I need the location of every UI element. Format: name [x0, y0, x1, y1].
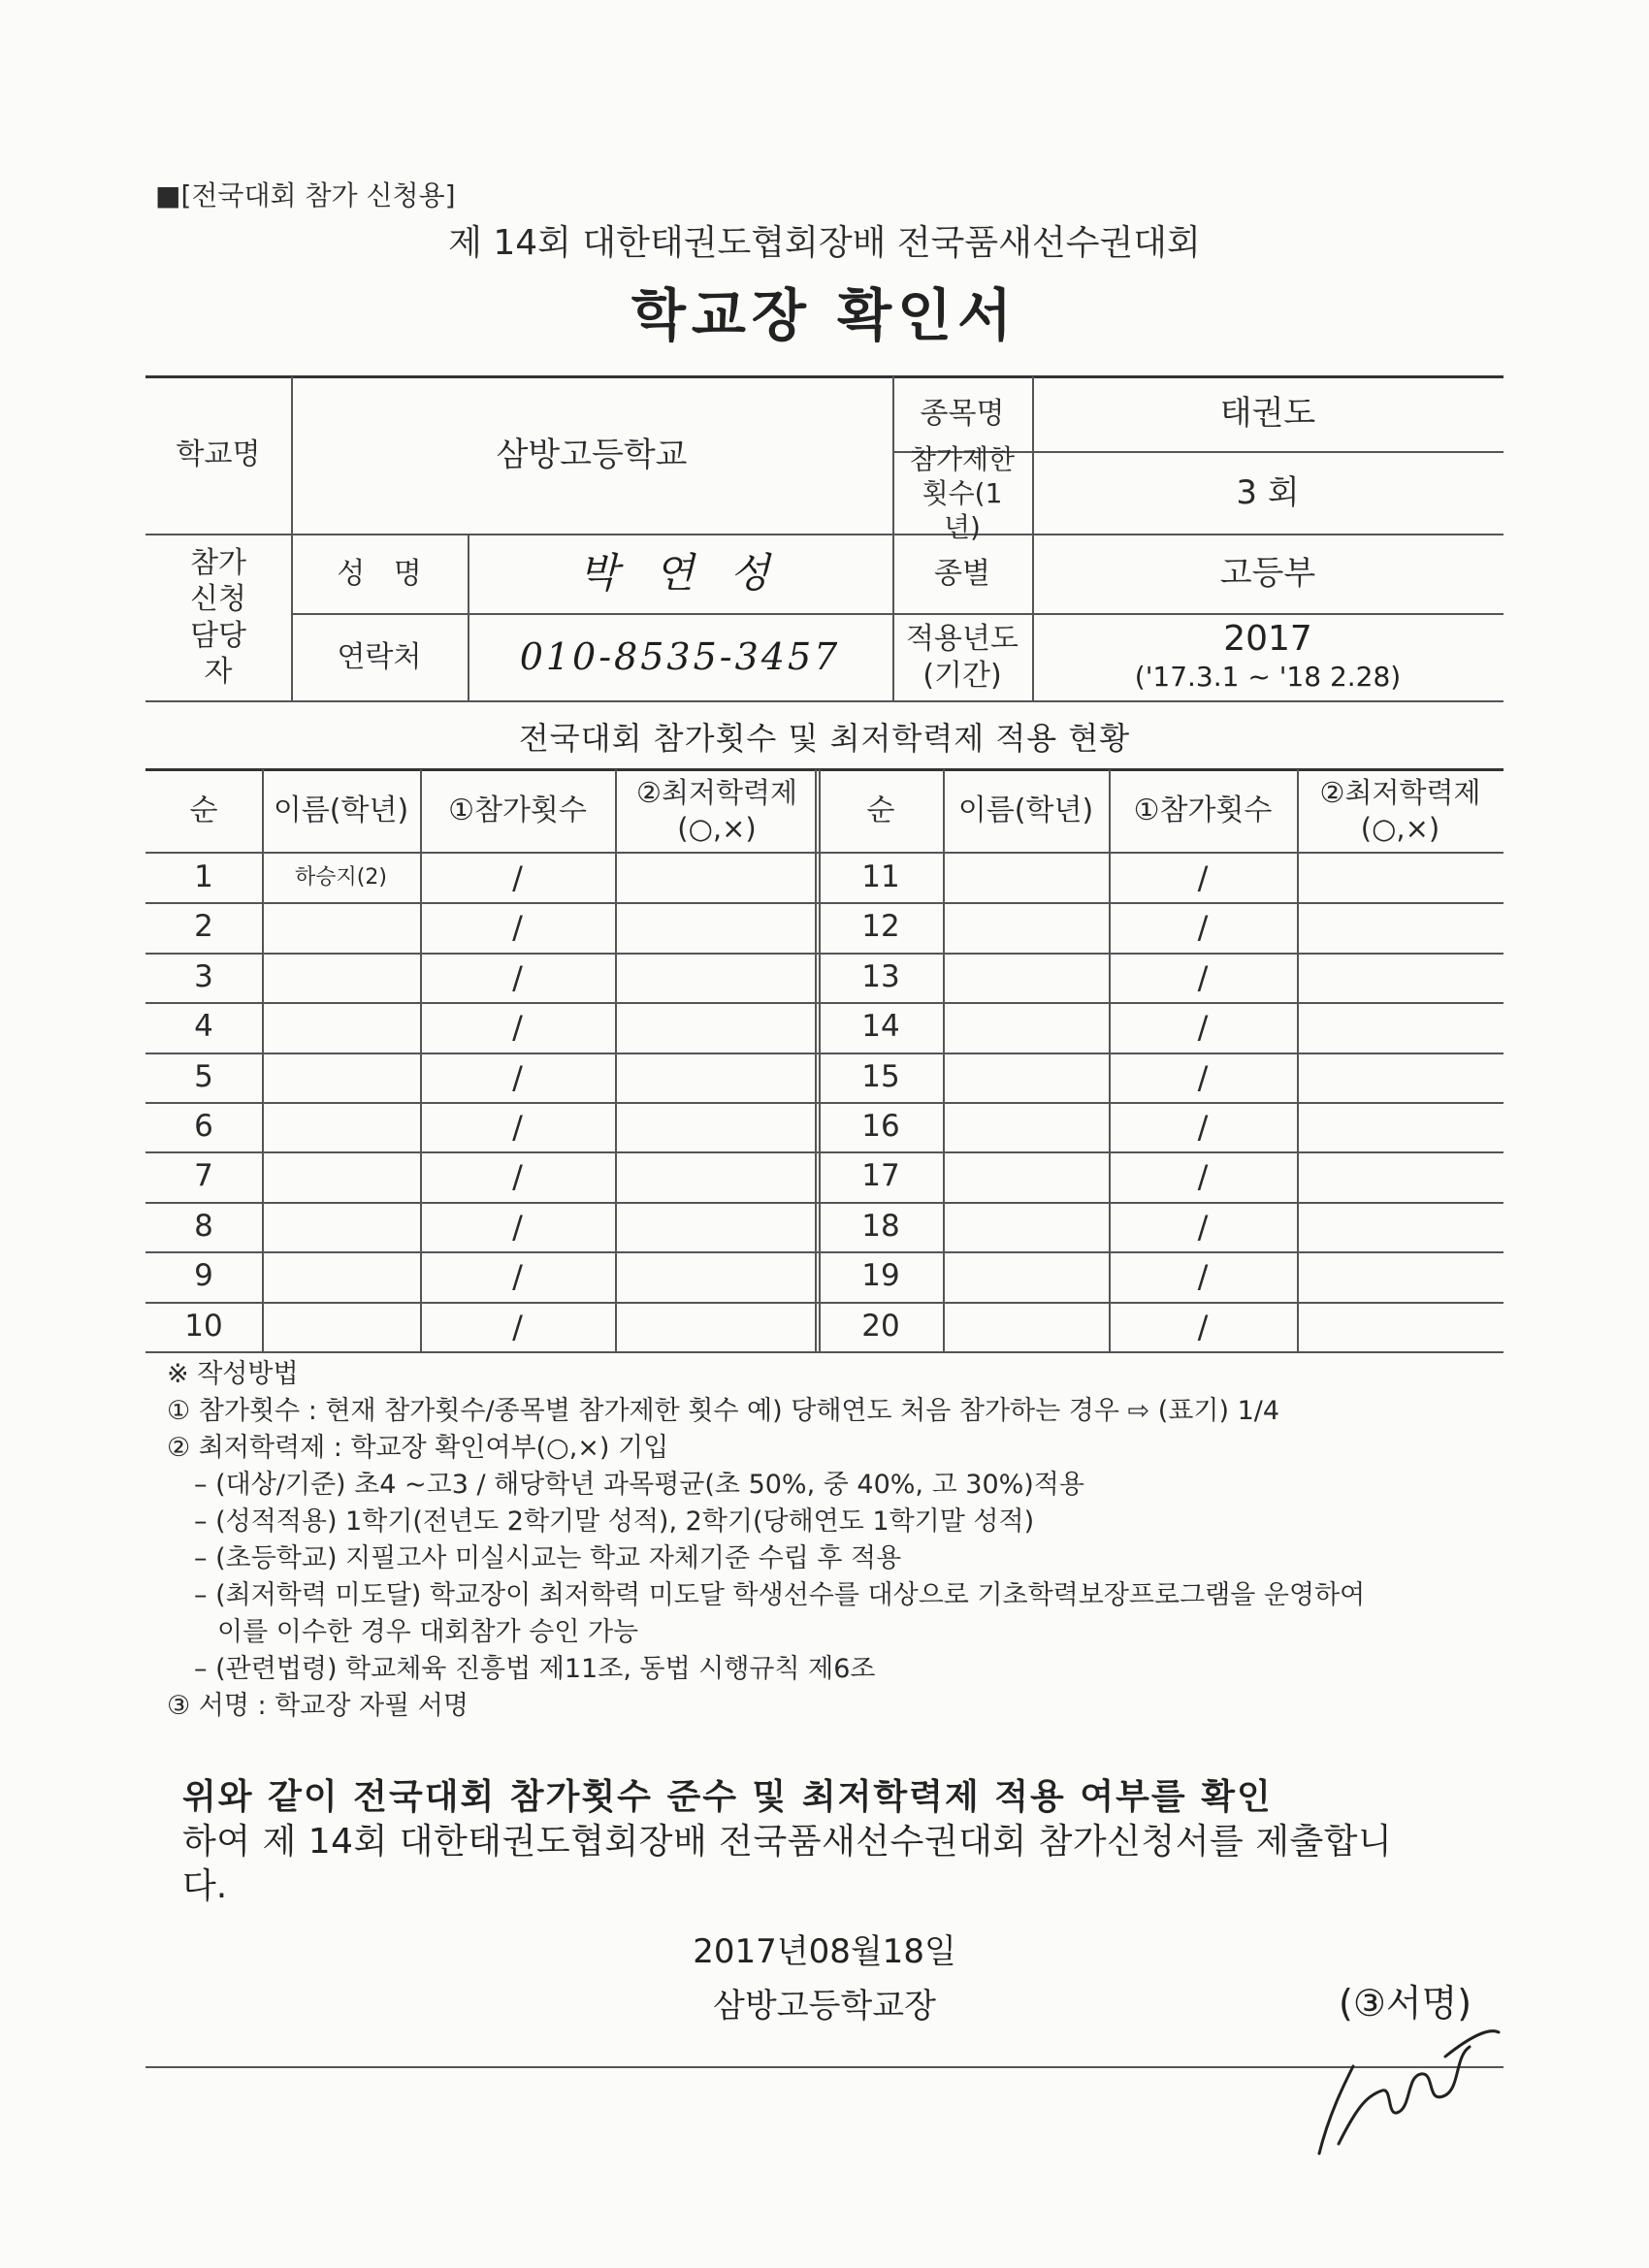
row-count: / [1197, 1157, 1209, 1195]
row-min-academic [1297, 1002, 1504, 1052]
row-count: / [1197, 1308, 1209, 1345]
row-count: / [1197, 1257, 1209, 1295]
row-name [262, 1002, 420, 1052]
statement-line-3: 다. [182, 1866, 228, 1906]
row-name [262, 1202, 420, 1251]
row-name [943, 1151, 1109, 1201]
statement-line-1: 위와 같이 전국대회 참가횟수 준수 및 최저학력제 적용 여부를 확인 [182, 1777, 1273, 1817]
row-min-academic [1297, 853, 1504, 902]
division-value: 고등부 [1219, 554, 1316, 594]
row-name [943, 1202, 1109, 1251]
row-name [262, 1053, 420, 1102]
note-2-sub-4-cont: 이를 이수한 경우 대회참가 승인 가능 [217, 1617, 639, 1647]
row-count: / [512, 908, 523, 946]
row-name [262, 1151, 420, 1201]
confirmation-statement [182, 1775, 1392, 1909]
instructions-heading: ※ 작성방법 [167, 1359, 299, 1389]
school-label: 학교명 [176, 437, 261, 472]
row-count: / [512, 859, 523, 896]
row-min-academic [615, 1102, 819, 1151]
row-count: / [1197, 908, 1209, 946]
row-name [943, 902, 1109, 952]
period-range: ('17.3.1 ~ '18 2.28) [1134, 661, 1402, 693]
header-no: 순 [866, 793, 895, 827]
statement-line-2: 하여 제 14회 대한태권도협회장배 전국품새선수권대회 참가신청서를 제출합니 [182, 1822, 1393, 1862]
submission-date: 2017년08월18일 [693, 1932, 956, 1971]
header-name: 이름(학년) [273, 793, 409, 827]
row-min-academic [1297, 1053, 1504, 1102]
row-number: 18 [861, 1209, 900, 1245]
name-value: 박 연 성 [578, 549, 782, 598]
row-number: 2 [194, 909, 213, 945]
note-2-sub-2: – (성적적용) 1학기(전년도 2학기말 성적), 2학기(당해연도 1학기말 성적) [194, 1507, 1035, 1537]
row-number: 8 [194, 1209, 213, 1245]
row-min-academic [615, 1053, 819, 1102]
row-count: / [1197, 859, 1209, 896]
row-count: / [512, 1208, 523, 1246]
row-number: 14 [861, 1009, 900, 1045]
row-count: / [512, 1008, 523, 1046]
row-min-academic [1297, 902, 1504, 952]
row-number: 11 [861, 859, 900, 895]
contact-group-label: 참가 신청 담당자 [190, 545, 246, 689]
row-min-academic [1297, 1151, 1504, 1201]
row-name [943, 1053, 1109, 1102]
row-name [943, 1302, 1109, 1351]
row-min-academic [1297, 953, 1504, 1002]
phone-value: 010-8535-3457 [519, 634, 841, 678]
row-number: 7 [194, 1158, 213, 1194]
row-number: 16 [861, 1109, 900, 1145]
phone-label: 연락처 [337, 639, 422, 674]
row-number: 6 [194, 1109, 213, 1145]
limit-value: 3 회 [1236, 472, 1300, 512]
row-name [262, 953, 420, 1002]
row-number: 13 [861, 959, 900, 995]
row-min-academic [615, 953, 819, 1002]
row-count: / [512, 1058, 523, 1096]
row-number: 19 [861, 1258, 900, 1294]
row-number: 3 [194, 959, 213, 995]
division-label: 종별 [934, 556, 990, 591]
principal-title: 삼방고등학교장 [713, 1987, 936, 2025]
sport-value: 태권도 [1219, 394, 1316, 434]
event-title: 제 14회 대한태권도협회장배 전국품새선수권대회 [448, 223, 1201, 263]
row-min-academic [615, 853, 819, 902]
row-name [262, 902, 420, 952]
header-name: 이름(학년) [957, 793, 1094, 827]
row-name [943, 853, 1109, 902]
row-name [262, 1302, 420, 1351]
status-title: 전국대회 참가횟수 및 최저학력제 적용 현황 [518, 720, 1131, 757]
row-number: 1 [194, 859, 213, 895]
row-name: 하승지(2) [295, 864, 387, 890]
note-2-sub-4: – (최저학력 미도달) 학교장이 최저학력 미도달 학생선수를 대상으로 기초학력보장프로그램을 운영하여 [194, 1580, 1366, 1610]
row-count: / [512, 1108, 523, 1146]
row-name [943, 1102, 1109, 1151]
row-count: / [1197, 1058, 1209, 1096]
header-count: ①참가횟수 [1133, 793, 1273, 827]
note-1: ① 참가횟수 : 현재 참가횟수/종목별 참가제한 횟수 예) 당해연도 처음 참가하는 경우 ⇨ (표기) 1/4 [167, 1396, 1280, 1426]
row-name [943, 1002, 1109, 1052]
note-2-sub-5: – (관련법령) 학교체육 진흥법 제11조, 동법 시행규칙 제6조 [194, 1654, 876, 1684]
row-number: 9 [194, 1258, 213, 1294]
row-number: 15 [861, 1059, 900, 1095]
row-count: / [512, 1257, 523, 1295]
row-min-academic [1297, 1202, 1504, 1251]
row-count: / [1197, 958, 1209, 996]
row-count: / [512, 1308, 523, 1345]
period-label: 적용년도 (기간) [906, 622, 1018, 693]
sport-label: 종목명 [920, 396, 1005, 431]
row-number: 17 [861, 1158, 900, 1194]
header-no: 순 [189, 793, 218, 827]
row-number: 10 [184, 1309, 223, 1345]
note-2-sub-3: – (초등학교) 지필고사 미실시교는 학교 자체기준 수립 후 적용 [194, 1543, 902, 1573]
row-min-academic [615, 1302, 819, 1351]
row-min-academic [1297, 1251, 1504, 1301]
row-number: 12 [861, 909, 900, 945]
instructions [167, 1356, 1365, 1725]
row-name [943, 953, 1109, 1002]
signature-label: (③서명) [1339, 1982, 1472, 2025]
note-2-sub-1: – (대상/기준) 초4 ~고3 / 해당학년 과목평균(초 50%, 중 40%, 고 30%)적용 [194, 1470, 1084, 1500]
row-count: / [1197, 1008, 1209, 1046]
note-3: ③ 서명 : 학교장 자필 서명 [167, 1691, 469, 1721]
row-count: / [1197, 1208, 1209, 1246]
row-min-academic [615, 902, 819, 952]
form-tag: ■[전국대회 참가 신청용] [155, 179, 456, 211]
note-2: ② 최저학력제 : 학교장 확인여부(○,×) 기입 [167, 1433, 669, 1463]
row-name [262, 1102, 420, 1151]
limit-label: 참가제한 횟수(1년) [909, 442, 1016, 543]
row-count: / [512, 958, 523, 996]
row-min-academic [615, 1002, 819, 1052]
header-min-academic: ②최저학력제 (○,×) [635, 776, 798, 845]
period-year: 2017 [1223, 619, 1312, 659]
row-min-academic [615, 1202, 819, 1251]
row-number: 20 [861, 1309, 900, 1345]
name-label: 성 명 [337, 556, 422, 591]
row-min-academic [1297, 1302, 1504, 1351]
row-min-academic [1297, 1102, 1504, 1151]
row-name [262, 1251, 420, 1301]
row-min-academic [615, 1151, 819, 1201]
header-min-academic: ②최저학력제 (○,×) [1319, 776, 1481, 845]
row-min-academic [615, 1251, 819, 1301]
row-number: 4 [194, 1009, 213, 1045]
row-count: / [512, 1157, 523, 1195]
document-title: 학교장 확인서 [630, 282, 1018, 348]
header-count: ①참가횟수 [448, 793, 587, 827]
school-value: 삼방고등학교 [496, 435, 688, 474]
handwritten-signature [1300, 1998, 1513, 2173]
row-number: 5 [194, 1059, 213, 1095]
row-name [943, 1251, 1109, 1301]
row-count: / [1197, 1108, 1209, 1146]
